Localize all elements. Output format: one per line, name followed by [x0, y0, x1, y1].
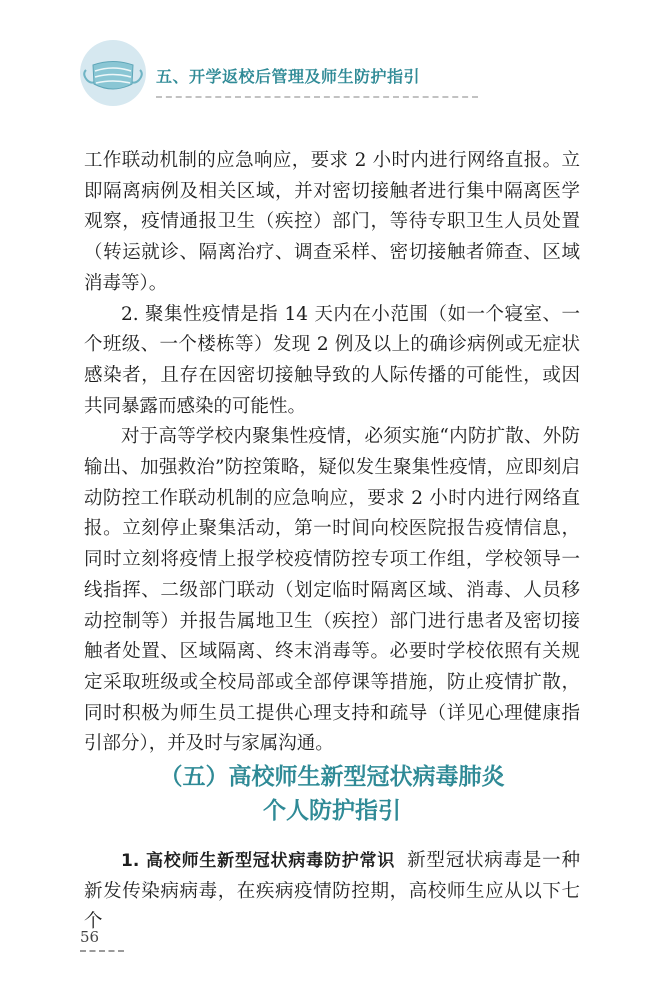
body-text [84, 146, 580, 760]
section-heading-line: （五）高校师生新型冠状病毒肺炎 [159, 764, 505, 790]
header-title: 五、开学返校后管理及师生防护指引 [156, 67, 421, 86]
section-heading [84, 760, 580, 828]
face-mask-icon [80, 40, 146, 106]
paragraph: 工作联动机制的应急响应，要求 2 小时内进行网络直报。立即隔离病例及相关区域，并对密切接触者进行集中隔离医学观察，疫情通报卫生（疾控）部门，等待专职卫生人员处置（转运就诊、隔离治疗、调查采样、密切接触者筛查、区域消毒等）。 [84, 150, 580, 294]
paragraph: 2. 聚集性疫情是指 14 天内在小范围（如一个寝室、一个班级、一个楼栋等）发现 2 例及以上的确诊病例或无症状感染者，且存在因密切接触导致的人际传播的可能性，或因共同暴露而感染的可能性。 [84, 303, 580, 417]
page-footer [80, 928, 140, 952]
section-heading-line: 个人防护指引 [263, 798, 401, 824]
footer-divider [80, 950, 124, 952]
running-header [80, 40, 500, 120]
page-number: 56 [80, 928, 100, 946]
paragraph: 对于高等学校内聚集性疫情，必须实施“内防扩散、外防输出、加强救治”防控策略，疑似发生聚集性疫情，应即刻启动防控工作联动机制的应急响应，要求 2 小时内进行网络直报。立刻停止聚集活动，第一时间向校医院报告疫情信息，同时立刻将疫情上报学校疫情防控专项工作组，学校领导一线指挥、二级部门联动（划定临时隔离区域、消毒、人员移动控制等）并报告属地卫生（疾控）部门进行患者及密切接触者处置、区域隔离、终末消毒等。必要时学校依照有关规定采取班级或全校局部或全部停课等措施，防止疫情扩散，同时积极为师生员工提供心理支持和疏导（详见心理健康指引部分），并及时与家属沟通。 [84, 426, 580, 755]
paragraph [84, 846, 580, 938]
paragraph-text: 新型冠状病毒是一种新发传染病病毒，在疾病疫情防控期，高校师生应从以下七个 [84, 850, 580, 933]
header-divider [156, 96, 478, 98]
paragraph-lead: 1. 高校师生新型冠状病毒防护常识 [121, 851, 396, 871]
